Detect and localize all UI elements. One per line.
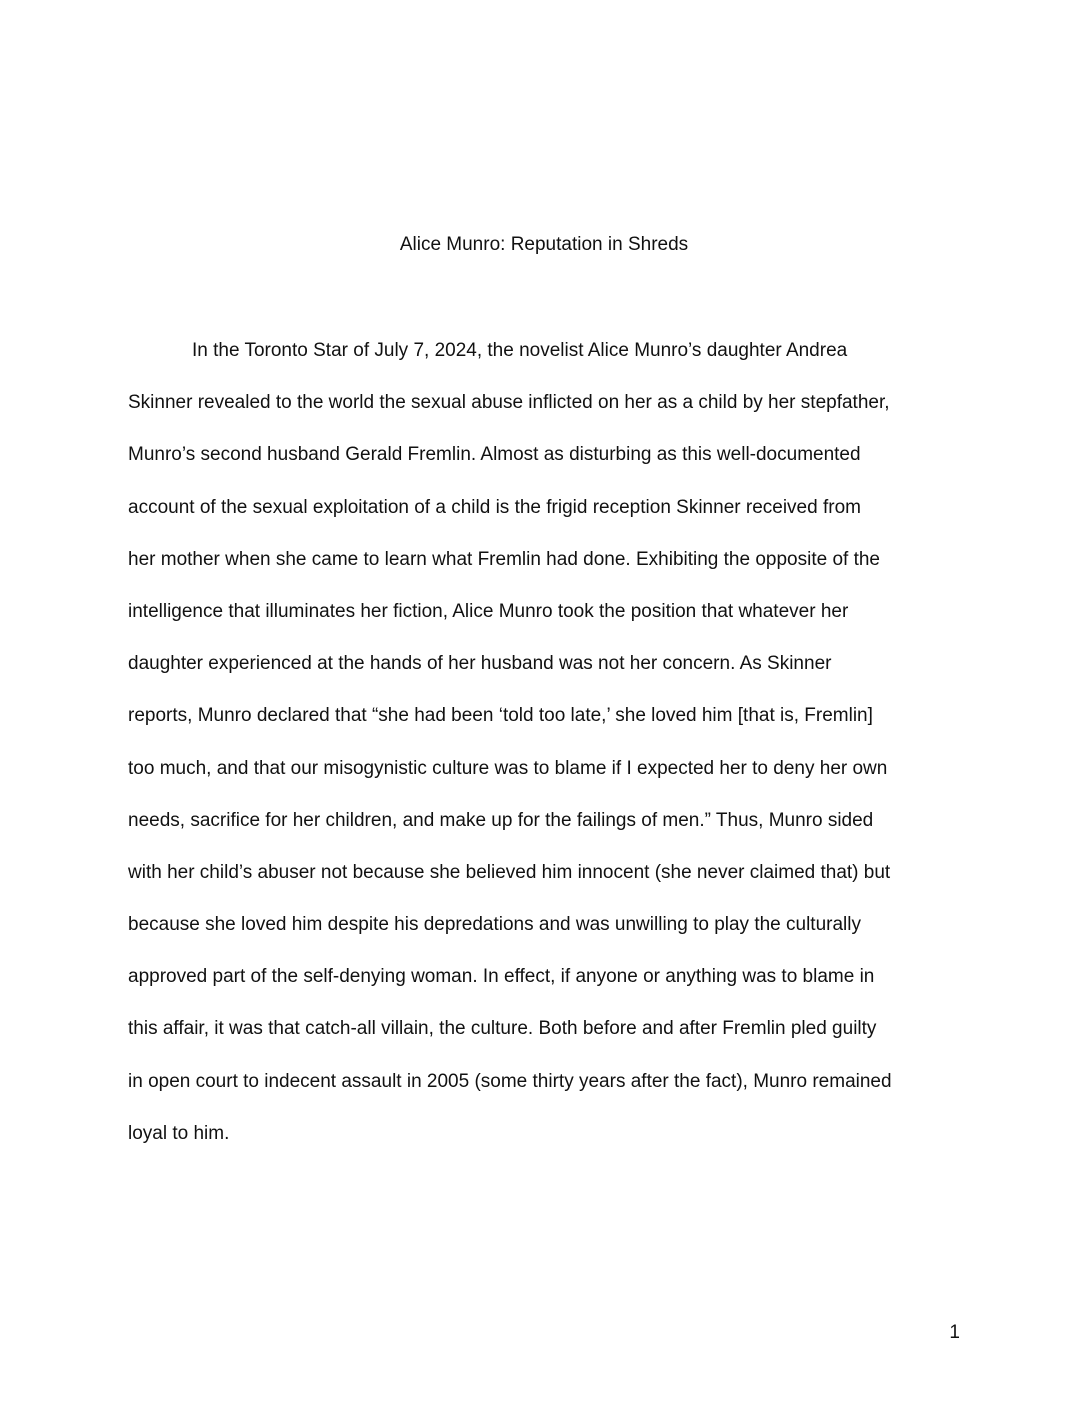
page-number: 1	[949, 1322, 960, 1343]
paragraph-line: in open court to indecent assault in 2005 (some thirty years after the fact), Munro remained	[128, 1070, 892, 1092]
paragraph-line: Skinner revealed to the world the sexual abuse inflicted on her as a child by her stepfather,	[128, 392, 890, 414]
paragraph-line: too much, and that our misogynistic culture was to blame if I expected her to deny her own	[128, 757, 888, 779]
paragraph-line: daughter experienced at the hands of her husband was not her concern. As Skinner	[128, 653, 832, 675]
paragraph-line: In the Toronto Star of July 7, 2024, the novelist Alice Munro’s daughter Andrea	[192, 340, 848, 361]
paragraph-line: intelligence that illuminates her fiction, Alice Munro took the position that whatever her	[128, 600, 849, 622]
paragraph-line: this affair, it was that catch-all villain, the culture. Both before and after Fremlin pled guilty	[128, 1018, 877, 1040]
body-paragraph	[128, 336, 968, 1171]
paragraph-line: needs, sacrifice for her children, and make up for the failings of men.” Thus, Munro sided	[128, 809, 874, 831]
paragraph-line: loyal to him.	[128, 1122, 230, 1144]
document-title: Alice Munro: Reputation in Shreds	[399, 234, 689, 255]
paragraph-line: account of the sexual exploitation of a child is the frigid reception Skinner received from	[128, 496, 861, 518]
paragraph-line: with her child’s abuser not because she believed him innocent (she never claimed that) but	[128, 861, 891, 883]
paragraph-line: approved part of the self-denying woman. In effect, if anyone or anything was to blame in	[128, 966, 875, 988]
paragraph-line: her mother when she came to learn what Fremlin had done. Exhibiting the opposite of the	[128, 548, 880, 570]
paragraph-line: because she loved him despite his depredations and was unwilling to play the culturally	[128, 914, 861, 936]
paragraph-line: Munro’s second husband Gerald Fremlin. Almost as disturbing as this well-documented	[128, 444, 861, 466]
paragraph-line: reports, Munro declared that “she had been ‘told too late,’ she loved him [that is, Fremlin]	[128, 705, 873, 727]
